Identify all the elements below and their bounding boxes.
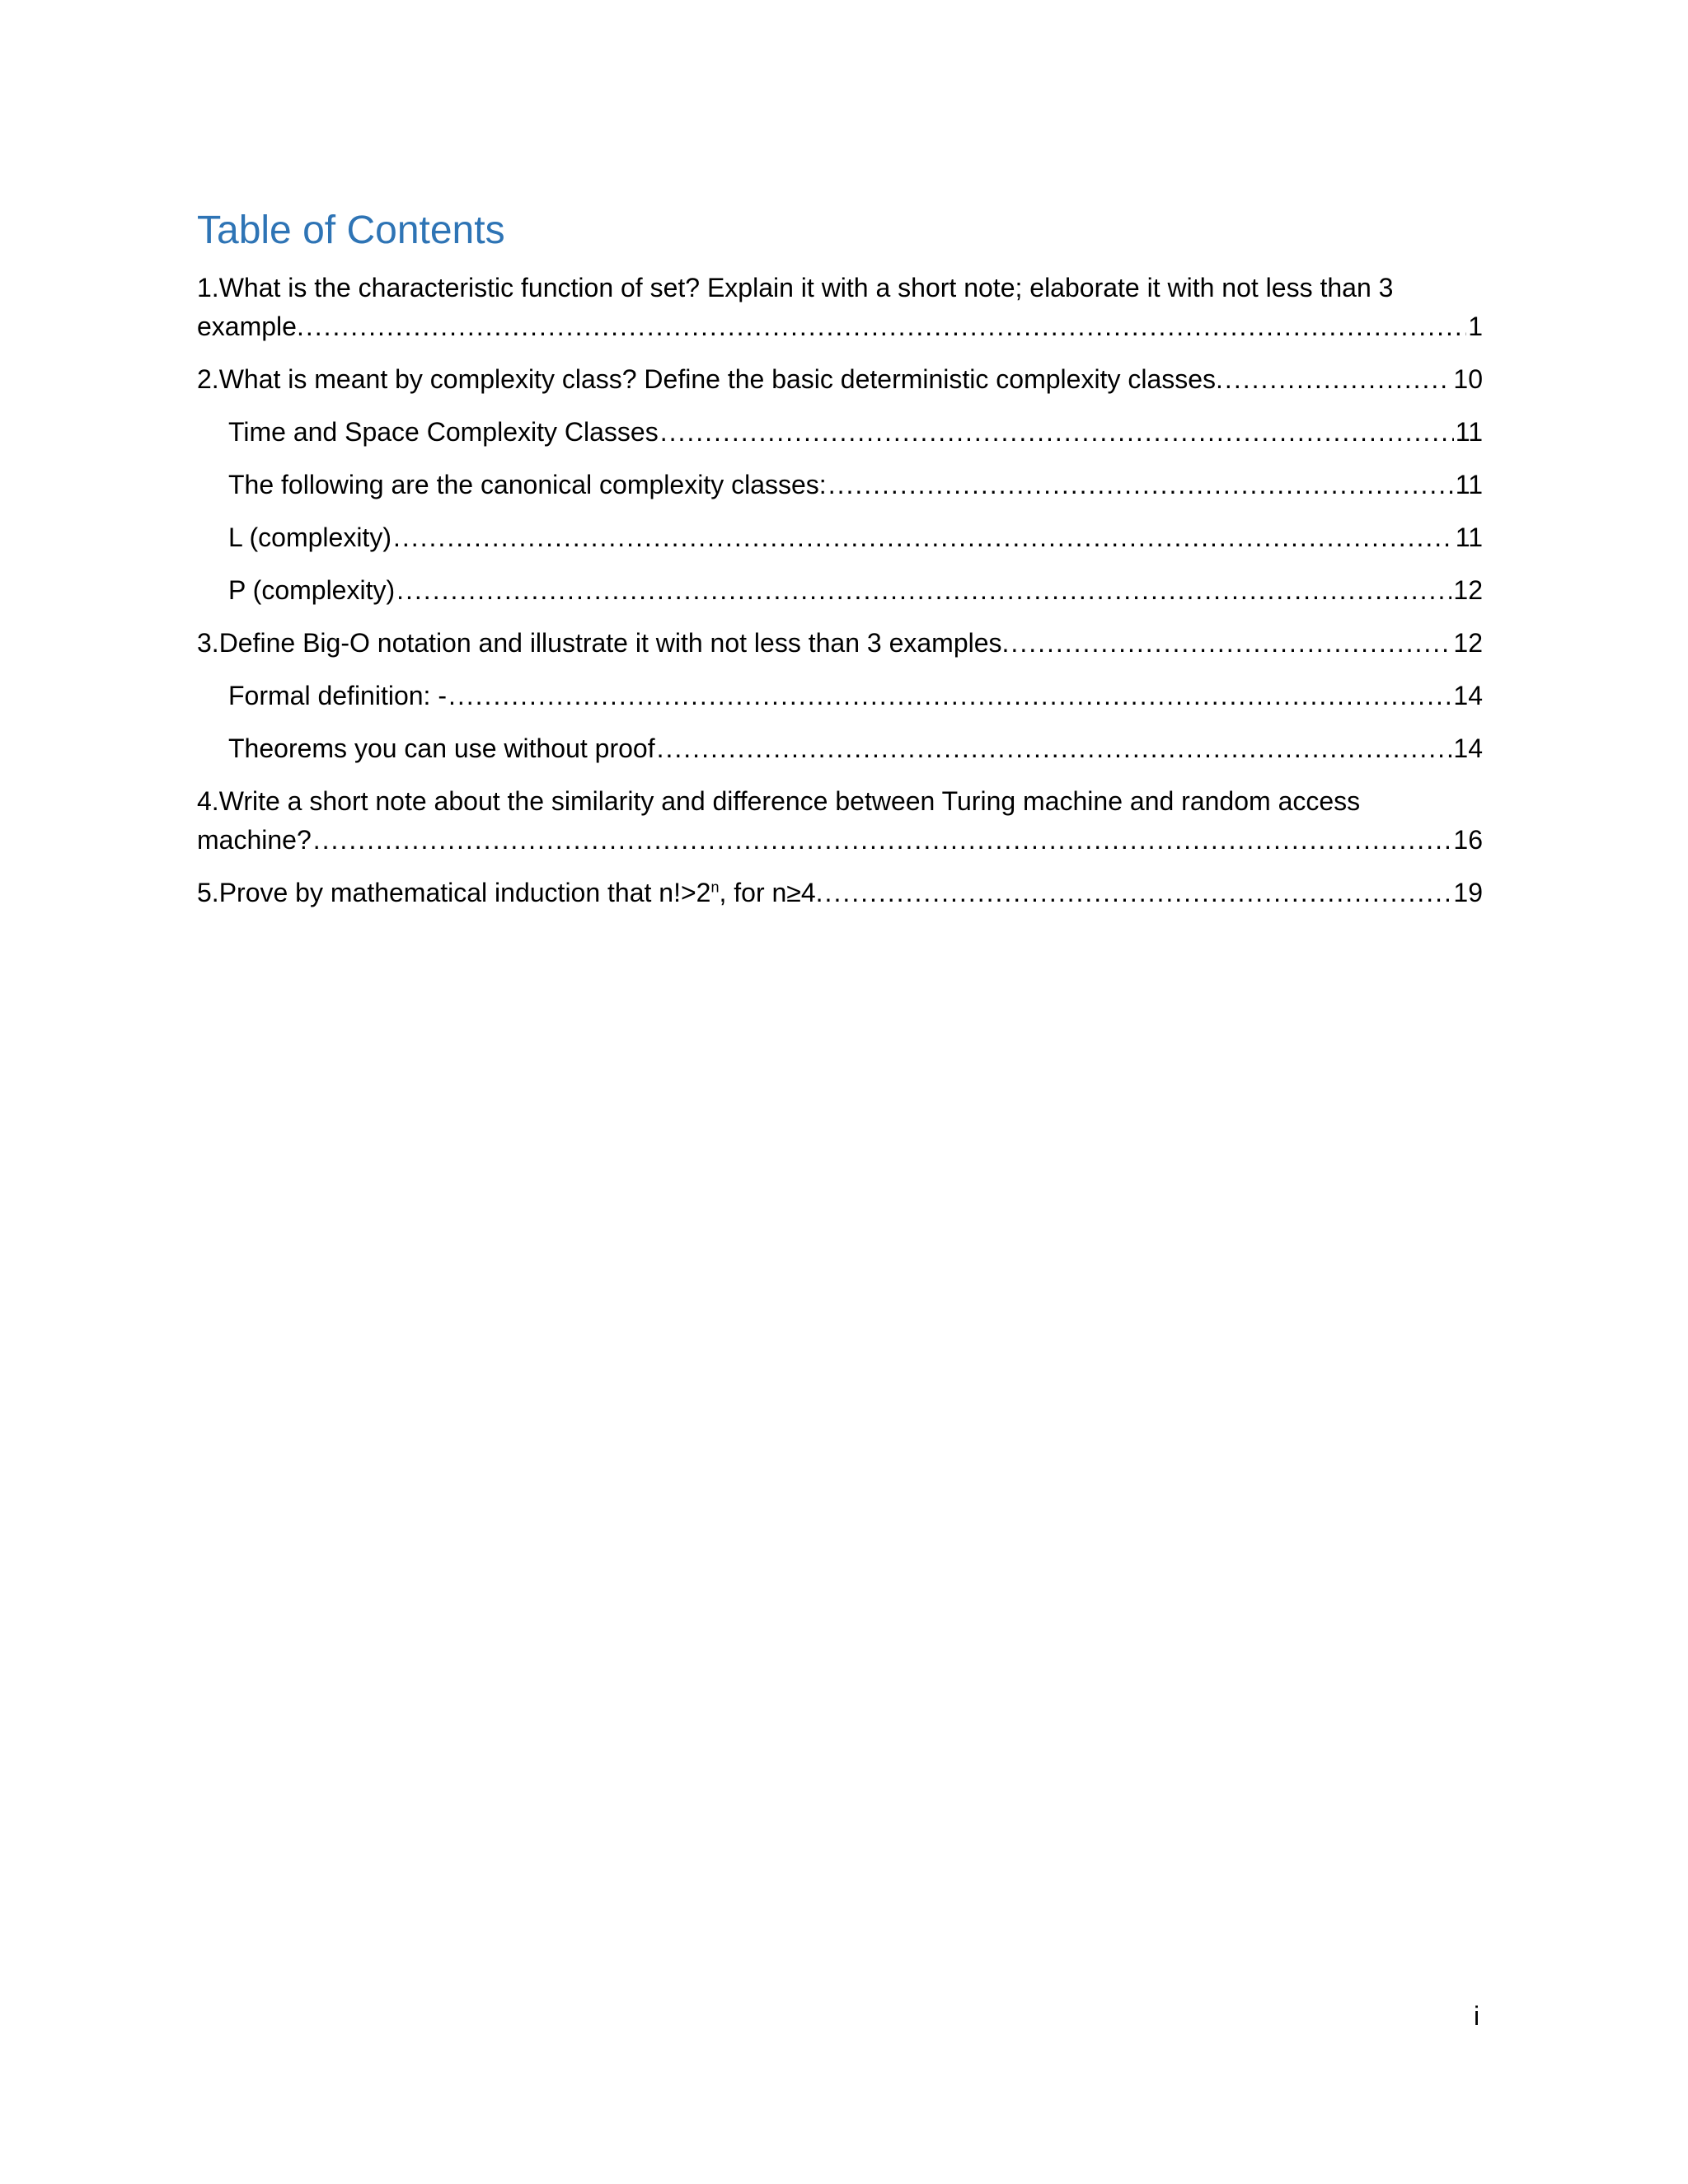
- toc-page-number: 14: [1453, 681, 1483, 710]
- toc-entry-text: 3.Define Big-O notation and illustrate it with not less than 3 examples.: [197, 628, 1010, 658]
- toc-entry-1[interactable]: [197, 269, 1483, 346]
- toc-page-number: 19: [1453, 878, 1483, 907]
- toc-heading: Table of Contents: [197, 209, 505, 252]
- toc-entry-2[interactable]: [197, 360, 1483, 399]
- toc-entry-l-complexity[interactable]: [197, 518, 1483, 557]
- toc-entry-theorems[interactable]: [197, 729, 1483, 768]
- footer-page-number: i: [1474, 2001, 1480, 2031]
- toc-entry-text: [197, 874, 823, 912]
- superscript-n: n: [710, 879, 720, 896]
- toc-page-number: 14: [1453, 733, 1483, 763]
- toc-page-number: 11: [1455, 470, 1483, 499]
- dot-leader: [313, 821, 1452, 860]
- toc-entry-text-line1: 1.What is the characteristic function of set? Explain it with a short note; elaborate it with not less than 3: [197, 273, 1394, 302]
- toc-entry-canonical-classes[interactable]: [197, 466, 1483, 504]
- dot-leader: [828, 466, 1454, 504]
- toc-entry-text-line1: 4.Write a short note about the similarity and difference between Turing machine and random access: [197, 786, 1361, 816]
- toc-entry-3[interactable]: [197, 624, 1483, 663]
- dot-leader: [825, 874, 1452, 912]
- toc-page-number: 16: [1453, 825, 1483, 855]
- toc-entry-time-space[interactable]: [197, 413, 1483, 452]
- toc-entry-text-after: , for n≥4.: [719, 878, 823, 907]
- toc-entry-text-line2: example.: [197, 312, 304, 341]
- toc-page-number: 11: [1455, 523, 1483, 552]
- toc-page-number: 12: [1453, 628, 1483, 658]
- toc-entry-text: P (complexity): [228, 575, 396, 605]
- toc-page-number: 12: [1453, 575, 1483, 605]
- toc-entry-text-line2: machine?: [197, 825, 312, 855]
- toc-entry-text: The following are the canonical complexity classes:: [228, 470, 827, 499]
- dot-leader: [660, 413, 1454, 452]
- toc-page-number: 11: [1455, 417, 1483, 447]
- table-of-contents: [197, 269, 1483, 912]
- toc-entry-text: L (complexity): [228, 523, 392, 552]
- dot-leader: [393, 518, 1454, 557]
- dot-leader: [306, 307, 1466, 346]
- toc-entry-text: Time and Space Complexity Classes: [228, 417, 659, 447]
- toc-entry-text: Formal definition: -: [228, 681, 447, 710]
- toc-entry-5[interactable]: [197, 874, 1483, 912]
- dot-leader: [1225, 360, 1451, 399]
- toc-entry-p-complexity[interactable]: [197, 571, 1483, 610]
- dot-leader: [657, 729, 1452, 768]
- toc-page-number: 10: [1453, 364, 1483, 394]
- toc-entry-text: Theorems you can use without proof: [228, 733, 655, 763]
- dot-leader: [396, 571, 1451, 610]
- toc-entry-formal-definition[interactable]: [197, 677, 1483, 715]
- toc-entry-text-before: 5.Prove by mathematical induction that n!>2: [197, 878, 711, 907]
- toc-entry-text: 2.What is meant by complexity class? Define the basic deterministic complexity classes.: [197, 364, 1223, 394]
- toc-page-number: 1: [1468, 312, 1483, 341]
- toc-entry-4[interactable]: [197, 782, 1483, 860]
- dot-leader: [1010, 624, 1451, 663]
- dot-leader: [448, 677, 1451, 715]
